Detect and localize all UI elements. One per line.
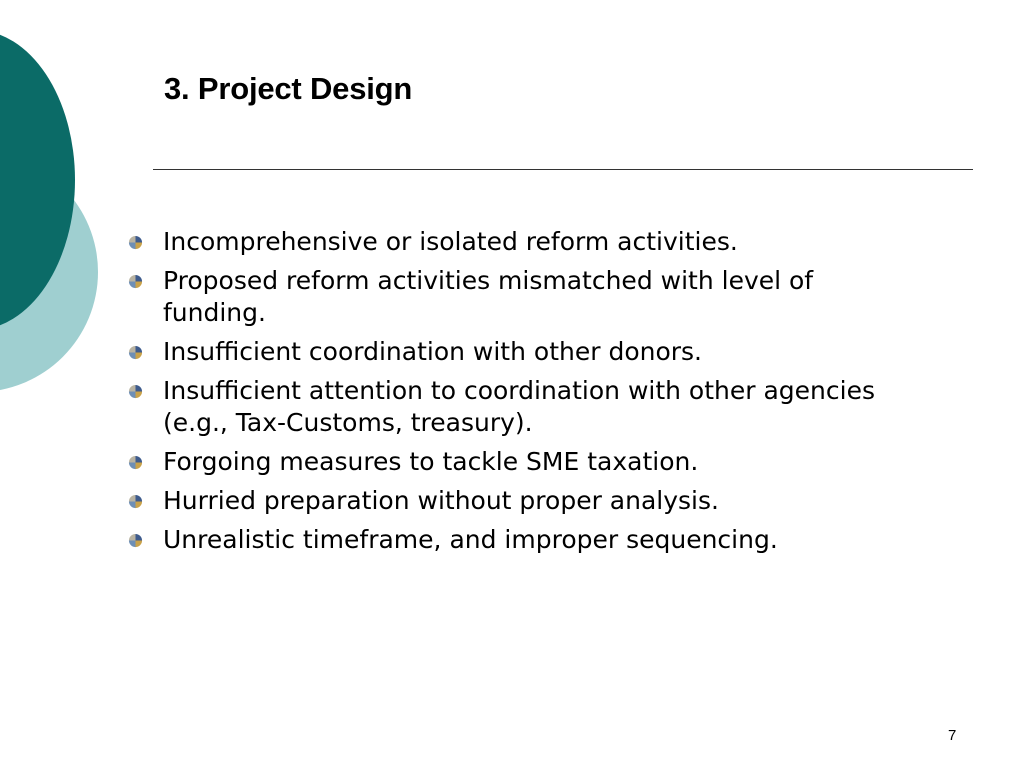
bullet-text: Unrealistic timeframe, and improper sequencing. bbox=[163, 525, 778, 554]
bullet-text: Incomprehensive or isolated reform activities. bbox=[163, 227, 738, 256]
quartered-circle-icon bbox=[128, 533, 143, 548]
bullet-item bbox=[128, 226, 918, 258]
title-divider bbox=[153, 169, 973, 170]
bullet-item bbox=[128, 485, 918, 517]
quartered-circle-icon bbox=[128, 384, 143, 399]
bullet-item bbox=[128, 524, 918, 556]
bullet-item bbox=[128, 446, 918, 478]
page-number: 7 bbox=[948, 727, 957, 744]
quartered-circle-icon bbox=[128, 494, 143, 509]
quartered-circle-icon bbox=[128, 235, 143, 250]
quartered-circle-icon bbox=[128, 455, 143, 470]
bullet-item bbox=[128, 265, 918, 329]
bullet-item bbox=[128, 375, 918, 439]
bullet-text: Insufficient attention to coordination with other agencies (e.g., Tax-Customs, treasury). bbox=[163, 376, 875, 437]
slide-title: 3. Project Design bbox=[164, 71, 413, 106]
bullet-list bbox=[128, 226, 918, 563]
bullet-text: Insufficient coordination with other donors. bbox=[163, 337, 703, 366]
quartered-circle-icon bbox=[128, 274, 143, 289]
bullet-item bbox=[128, 336, 918, 368]
bullet-text: Hurried preparation without proper analysis. bbox=[163, 486, 719, 515]
bullet-text: Forgoing measures to tackle SME taxation. bbox=[163, 447, 699, 476]
bullet-text: Proposed reform activities mismatched with level of funding. bbox=[163, 266, 814, 327]
quartered-circle-icon bbox=[128, 345, 143, 360]
